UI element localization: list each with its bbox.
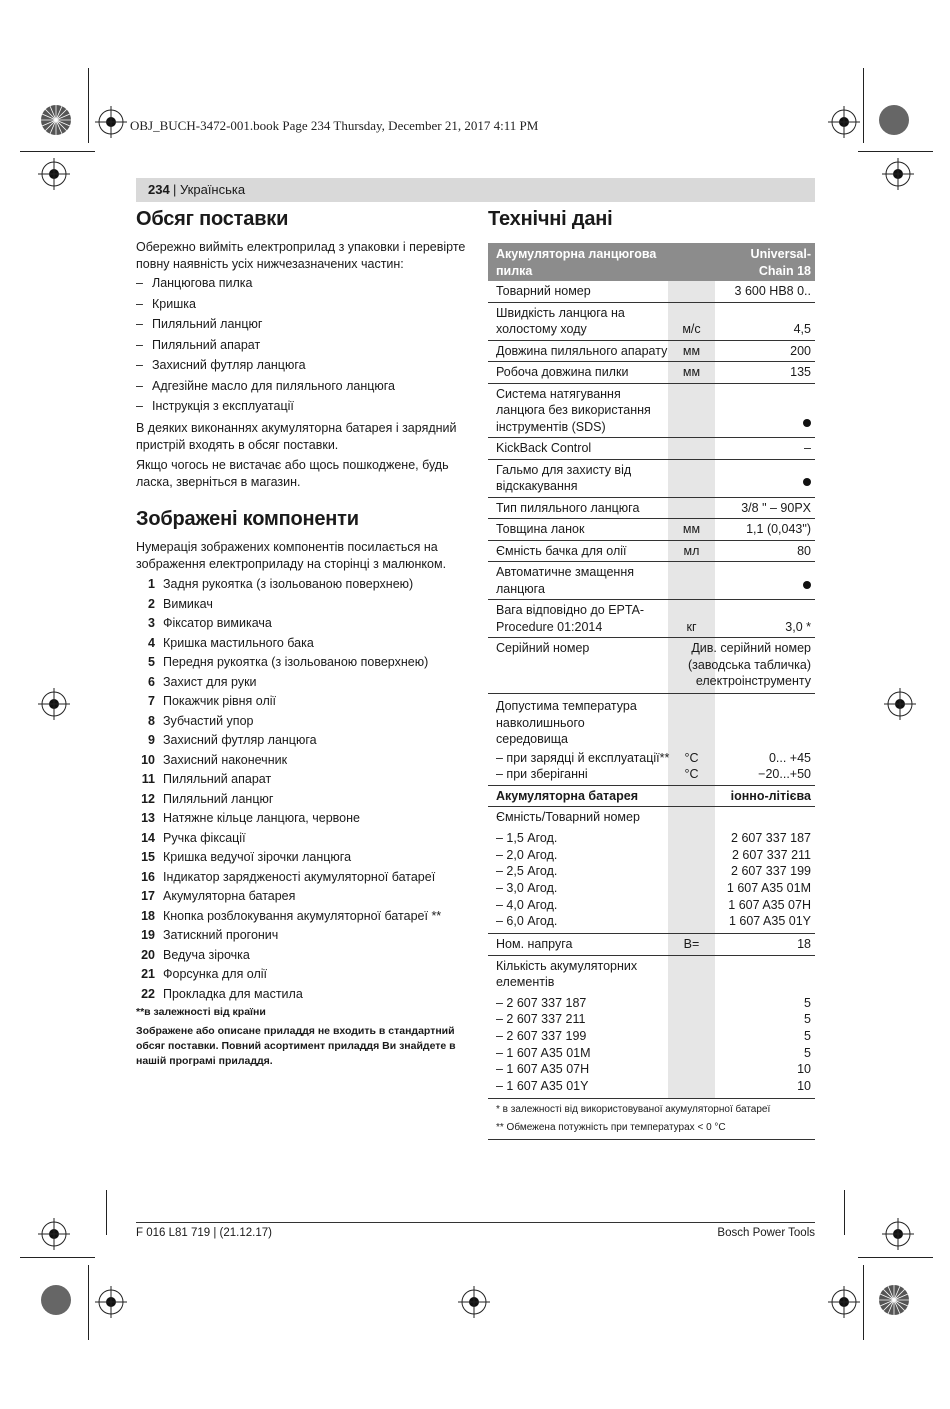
spec-unit: мм	[682, 522, 701, 536]
crop-line	[863, 1265, 864, 1340]
table-row	[488, 341, 815, 363]
capacity-label: – 2,0 Агод.	[496, 847, 558, 862]
list-item: 14 Ручка фіксації	[141, 830, 246, 845]
temp-line: – при зарядці й експлуатації** °C 0... +45	[496, 750, 811, 765]
spec-value-dot	[803, 577, 811, 594]
footer-doc-number: F 016 L81 719 | (21.12.17)	[136, 1227, 272, 1239]
spec-unit: В=	[683, 937, 700, 951]
list-item: 1 Задня рукоятка (з ізольованою поверхнею)	[148, 577, 414, 591]
spec-label: Допустима температура навколишнього середовища	[496, 699, 637, 746]
cells-value: 5	[804, 1028, 811, 1043]
list-item: – Пиляльний апарат	[136, 337, 261, 352]
crop-line	[863, 68, 864, 143]
crop-line	[858, 151, 933, 152]
footer-brand: Bosch Power Tools	[717, 1227, 815, 1239]
cells-value: 5	[804, 1012, 811, 1027]
table-row	[488, 498, 815, 520]
footnote-temperature: ** Обмежена потужність при температурах < 0 °C	[496, 1121, 726, 1133]
cells-label: – 2 607 337 211	[496, 1012, 586, 1027]
spec-label: Ємність/Товарний номер	[496, 810, 640, 825]
spec-label: Робоча довжина пилки	[496, 365, 629, 379]
spec-label: Швидкість ланцюга на холостому ходу	[496, 305, 625, 336]
capacity-value: 1 607 A35 07H	[728, 897, 811, 912]
crosshair-icon	[882, 158, 914, 190]
list-item: 11 Пиляльний апарат	[141, 772, 272, 786]
spec-label: Товщина ланок	[496, 522, 585, 536]
spec-label: Вага відповідно до EPTA-Procedure 01:2014	[496, 603, 645, 634]
footnote-battery: * в залежності від використовуваної акумуляторної батареї	[496, 1103, 771, 1115]
spec-value: 135	[790, 365, 811, 379]
spec-label: Товарний номер	[496, 284, 591, 298]
spec-label: Тип пиляльного ланцюга	[496, 500, 640, 515]
spec-value-dot	[803, 474, 811, 491]
list-item: – Ланцюгова пилка	[136, 276, 253, 290]
list-item: 15 Кришка ведучої зірочки ланцюга	[141, 850, 352, 864]
crosshair-icon	[38, 688, 70, 720]
list-item: 19 Затискний прогонич	[141, 928, 279, 942]
list-item: 17 Акумуляторна батарея	[141, 889, 296, 903]
list-item: 7 Покажчик рівня олії	[148, 694, 277, 708]
registration-disc-icon	[878, 104, 910, 136]
list-item: 18 Кнопка розблокування акумуляторної батареї **	[141, 908, 442, 923]
list-item: – Пиляльний ланцюг	[136, 317, 263, 331]
list-item: 6 Захист для руки	[148, 674, 257, 689]
list-item: – Адгезійне масло для пиляльного ланцюга	[136, 378, 395, 393]
page-number: 234	[148, 182, 170, 197]
list-item: 16 Індикатор зарядженості акумуляторної батареї	[141, 869, 436, 884]
capacity-label: – 2,5 Агод.	[496, 864, 558, 879]
spec-label: Довжина пиляльного апарату	[496, 343, 668, 358]
list-item: 9 Захисний футляр ланцюга	[148, 733, 317, 747]
spec-value-dot	[803, 415, 811, 432]
scope-note-battery: В деяких виконаннях акумуляторна батарея і зарядний пристрій входять в обсяг поставки.	[136, 421, 457, 452]
spec-value: 3/8 " – 90PX	[741, 500, 811, 515]
spec-header-label: Акумуляторна ланцюгова пилка	[496, 247, 657, 278]
cells-label: – 1 607 A35 01M	[496, 1045, 591, 1060]
cells-value: 5	[804, 1045, 811, 1060]
list-item: 21 Форсунка для олії	[141, 967, 268, 981]
spec-value: 3,0 *	[785, 619, 811, 634]
crosshair-icon	[95, 106, 127, 138]
spec-value: 80	[797, 543, 811, 558]
table-row	[488, 956, 815, 1099]
capacity-value: 1 607 A35 01M	[726, 880, 811, 895]
capacity-value: 1 607 A35 01Y	[728, 914, 811, 929]
table-row	[488, 562, 815, 600]
spec-value: 1,1 (0,043")	[746, 522, 811, 536]
list-item: – Захисний футляр ланцюга	[136, 358, 306, 372]
spec-header-model: Universal- Chain 18	[750, 247, 811, 278]
list-item: 4 Кришка мастильного бака	[148, 635, 314, 650]
table-footnotes	[488, 1099, 815, 1140]
list-item: 2 Вимикач	[148, 596, 213, 611]
table-row	[488, 281, 815, 303]
spec-unit: мл	[683, 543, 700, 558]
table-row	[488, 786, 815, 808]
cells-value: 10	[797, 1078, 811, 1093]
capacity-label: – 1,5 Агод.	[496, 830, 558, 845]
table-row	[488, 600, 815, 638]
components-list	[136, 576, 471, 1005]
crosshair-icon	[458, 1286, 490, 1318]
spec-value: 200	[790, 343, 811, 358]
capacity-label: – 6,0 Агод.	[496, 914, 558, 929]
spec-value: 3 600 HB8 0..	[734, 284, 811, 298]
crop-line	[20, 151, 95, 152]
spec-label: Автоматичне змащення ланцюга	[496, 565, 635, 596]
spec-unit: кг	[686, 619, 697, 634]
print-header: OBJ_BUCH-3472-001.book Page 234 Thursday, December 21, 2017 4:11 PM	[130, 118, 539, 133]
footnote-accessories: Зображене або описане приладдя не входить в стандартний обсяг поставки. Повний асортимент приладдя Ви знайдете в нашій програмі приладдя.	[136, 1025, 456, 1067]
crosshair-icon	[828, 1286, 860, 1318]
spec-label: Акумуляторна батарея	[496, 788, 639, 803]
table-row	[488, 384, 815, 439]
list-item: – Кришка	[136, 296, 196, 311]
cells-value: 5	[804, 995, 811, 1010]
crop-line	[844, 1190, 845, 1235]
spec-value: 4,5	[793, 322, 811, 336]
registration-wheel-icon	[878, 1284, 910, 1316]
list-item: 5 Передня рукоятка (з ізольованою поверхнею)	[148, 655, 429, 669]
crop-line	[88, 1265, 89, 1340]
crosshair-icon	[828, 106, 860, 138]
table-row	[488, 934, 815, 956]
components-intro: Нумерація зображених компонентів посилається на зображення електроприладу на сторінці з малюнком.	[136, 540, 447, 571]
spec-value: 18	[797, 937, 811, 951]
table-row	[488, 694, 815, 786]
spec-unit: мм	[682, 343, 701, 358]
capacity-value: 2 607 337 211	[731, 847, 811, 862]
spec-label: KickBack Control	[496, 441, 592, 455]
capacity-label: – 3,0 Агод.	[496, 880, 558, 895]
spec-table-header	[488, 243, 815, 281]
spec-table	[488, 243, 815, 1140]
crosshair-icon	[38, 158, 70, 190]
table-row	[488, 303, 815, 341]
cells-label: – 2 607 337 199	[496, 1028, 587, 1043]
crop-line	[858, 1257, 933, 1258]
spec-label: Система натягування ланцюга без використання інструментів (SDS)	[496, 386, 651, 434]
cells-label: – 2 607 337 187	[496, 995, 587, 1010]
crosshair-icon	[882, 1218, 914, 1250]
crop-line	[106, 1190, 107, 1235]
temp-line: – при зберіганні °C −20...+50	[496, 767, 811, 782]
page-separator: |	[173, 182, 177, 197]
cells-value: 10	[797, 1062, 811, 1077]
components-title: Зображені компоненти	[136, 508, 359, 530]
table-row	[488, 362, 815, 384]
scope-note-missing: Якщо чогось не вистачає або щось пошкоджене, будь ласка, зверніться в магазин.	[136, 458, 449, 489]
page-header-bar	[136, 178, 815, 202]
table-row	[488, 519, 815, 541]
cells-label: – 1 607 A35 01Y	[496, 1078, 589, 1093]
spec-label: Кількість акумуляторних елементів	[496, 958, 638, 989]
registration-wheel-icon	[40, 104, 72, 136]
scope-title: Обсяг поставки	[136, 208, 289, 230]
footer-rule	[136, 1222, 815, 1223]
table-row	[488, 438, 815, 460]
list-item: 22 Прокладка для мастила	[141, 986, 303, 1001]
list-item: 8 Зубчастий упор	[148, 713, 254, 728]
cells-label: – 1 607 A35 07H	[496, 1062, 590, 1077]
spec-unit: м/с	[682, 322, 701, 336]
list-item: 12 Пиляльний ланцюг	[141, 791, 274, 806]
crosshair-icon	[95, 1286, 127, 1318]
crop-line	[88, 68, 89, 143]
spec-value: іонно-літієва	[730, 788, 811, 803]
list-item: 13 Натяжне кільце ланцюга, червоне	[141, 811, 360, 825]
registration-disc-icon	[40, 1284, 72, 1316]
list-item: 3 Фіксатор вимикача	[148, 616, 272, 630]
footnote-country: **в залежності від країни	[136, 1006, 266, 1018]
scope-list	[136, 275, 466, 419]
page-language: Українська	[180, 182, 246, 197]
capacity-label: – 4,0 Агод.	[496, 897, 558, 912]
scope-intro: Обережно вийміть електроприлад з упаковки і перевірте повну наявність усіх нижчезазначених частин:	[136, 240, 466, 271]
list-item: 10 Захисний наконечник	[141, 752, 288, 767]
crosshair-icon	[38, 1218, 70, 1250]
table-row	[488, 807, 815, 934]
tech-title: Технічні дані	[488, 208, 613, 230]
spec-unit: мм	[682, 365, 701, 379]
spec-value: –	[804, 441, 811, 455]
table-row	[488, 638, 815, 694]
spec-label: Ном. напруга	[496, 937, 573, 951]
spec-label: Гальмо для захисту від відскакування	[496, 462, 632, 493]
table-row	[488, 460, 815, 498]
spec-value: Див. серійний номер (заводська табличка) електроінструменту	[687, 641, 811, 688]
list-item: – Інструкція з експлуатації	[136, 399, 294, 413]
spec-label: Ємність бачка для олії	[496, 543, 627, 558]
list-item: 20 Ведуча зірочка	[141, 947, 250, 962]
crosshair-icon	[884, 688, 916, 720]
table-row	[488, 541, 815, 563]
capacity-value: 2 607 337 187	[731, 830, 811, 845]
capacity-value: 2 607 337 199	[731, 864, 811, 879]
crop-line	[20, 1257, 95, 1258]
spec-label: Серійний номер	[496, 641, 590, 655]
